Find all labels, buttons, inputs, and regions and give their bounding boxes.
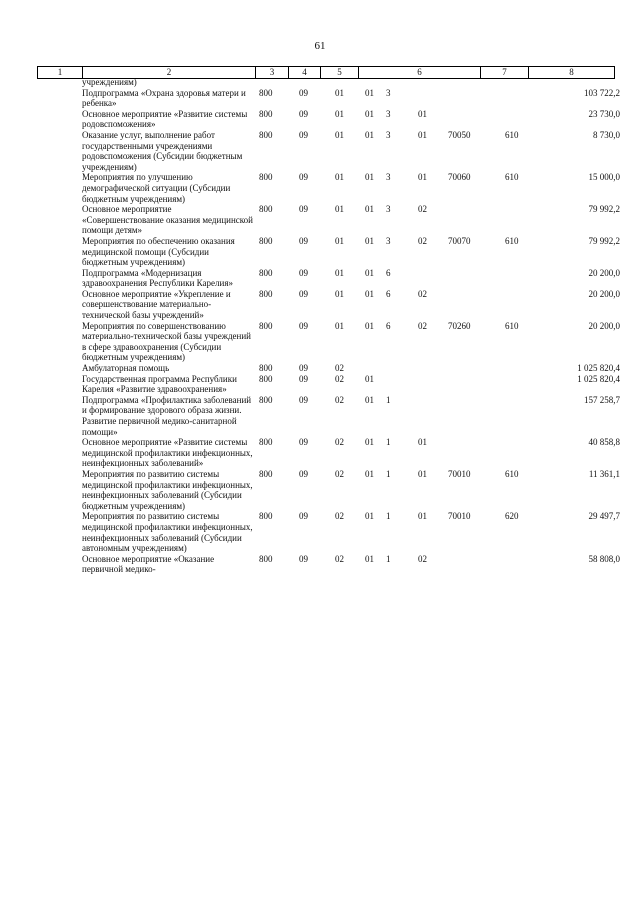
table-row: [0, 469, 640, 511]
cell-col6-part1: 01: [365, 235, 374, 246]
header-col-6: 6: [359, 67, 481, 78]
cell-amount: 79 992,2: [588, 235, 620, 246]
cell-col3: 800: [259, 204, 273, 215]
cell-amount: 40 858,8: [588, 437, 620, 448]
cell-col5: 02: [335, 437, 344, 448]
cell-col6-part2: 1: [386, 437, 391, 448]
cell-col3: 800: [259, 108, 273, 119]
row-name: Подпрограмма «Модернизация здравоохранения Республики Карелия»: [82, 267, 233, 289]
cell-col6-part1: 01: [365, 511, 374, 522]
cell-col6-part3: 02: [418, 235, 427, 246]
cell-col5: 01: [335, 108, 344, 119]
cell-col3: 800: [259, 172, 273, 183]
cell-col6-part1: 01: [365, 87, 374, 98]
row-name: Подпрограмма «Охрана здоровья матери и ребенка»: [82, 87, 246, 109]
cell-col3: 800: [259, 288, 273, 299]
cell-col6-part3: 02: [418, 204, 427, 215]
cell-col7: 610: [505, 235, 519, 246]
cell-col6-part2: 3: [386, 235, 391, 246]
table-row: [0, 130, 640, 172]
cell-col5: 01: [335, 87, 344, 98]
row-name: Государственная программа Республики Карелия «Развитие здравоохранения»: [82, 373, 237, 395]
cell-col6-part1: 01: [365, 267, 374, 278]
cell-col3: 800: [259, 468, 273, 479]
cell-col3: 800: [259, 394, 273, 405]
row-name: Основное мероприятие «Развитие системы медицинской профилактики инфекционных, неинфекционных заболеваний»: [82, 437, 253, 469]
cell-col6-part2: 3: [386, 87, 391, 98]
cell-col6-part4: 70050: [448, 129, 471, 140]
row-name: Подпрограмма «Профилактика заболеваний и формирование здорового образа жизни. Развитие первичной медико-санитарной помощи»: [82, 394, 252, 437]
cell-amount: 103 722,2: [584, 87, 620, 98]
cell-col6-part2: 1: [386, 511, 391, 522]
row-name: Мероприятия по развитию системы медицинской профилактики инфекционных, неинфекционных заболеваний (Субсидии автономным учреждениям): [82, 511, 253, 554]
cell-col7: 610: [505, 129, 519, 140]
table-row: [0, 511, 640, 553]
row-name: Основное мероприятие «Совершенствование оказания медицинской помощи детям»: [82, 204, 253, 236]
header-col-8: 8: [569, 67, 574, 77]
table-row: [0, 289, 640, 321]
cell-col3: 800: [259, 363, 273, 374]
cell-col6-part2: 6: [386, 288, 391, 299]
cell-col6-part1: 01: [365, 373, 374, 384]
cell-amount: 157 258,7: [584, 394, 620, 405]
cell-col6-part2: 3: [386, 108, 391, 119]
cell-col4: 09: [299, 437, 308, 448]
table-row: [0, 88, 640, 109]
cell-col4: 09: [299, 373, 308, 384]
cell-col7: 610: [505, 468, 519, 479]
cell-amount: 23 730,0: [588, 108, 620, 119]
cell-col6-part3: 02: [418, 288, 427, 299]
cell-col6-part1: 01: [365, 108, 374, 119]
cell-col4: 09: [299, 267, 308, 278]
cell-col5: 02: [335, 511, 344, 522]
cell-col6-part3: 01: [418, 511, 427, 522]
table-row: [0, 363, 640, 374]
cell-col6-part2: 1: [386, 468, 391, 479]
cell-col6-part3: 01: [418, 437, 427, 448]
cell-col4: 09: [299, 320, 308, 331]
row-name: Амбулаторная помощь: [82, 363, 170, 374]
table-row: [0, 77, 640, 88]
cell-col6-part1: 01: [365, 288, 374, 299]
cell-amount: 1 025 820,4: [577, 363, 620, 374]
cell-col4: 09: [299, 87, 308, 98]
table-row: [0, 437, 640, 469]
cell-col6-part2: 3: [386, 129, 391, 140]
cell-col4: 09: [299, 363, 308, 374]
header-col-2: 2: [83, 67, 256, 78]
cell-col7: 620: [505, 511, 519, 522]
cell-amount: 58 808,0: [588, 553, 620, 564]
cell-col4: 09: [299, 553, 308, 564]
cell-col5: 01: [335, 235, 344, 246]
cell-col3: 800: [259, 235, 273, 246]
table-row: [0, 374, 640, 395]
cell-col4: 09: [299, 288, 308, 299]
table-row: [0, 236, 640, 268]
cell-col6-part1: 01: [365, 394, 374, 405]
cell-col3: 800: [259, 373, 273, 384]
cell-col6-part4: 70070: [448, 235, 471, 246]
table-row: [0, 554, 640, 575]
cell-col3: 800: [259, 437, 273, 448]
row-name: Основное мероприятие «Укрепление и совершенствование материально-технической базы учреждений»: [82, 288, 231, 321]
cell-col6-part2: 6: [386, 320, 391, 331]
row-name: Мероприятия по совершенствованию материально-технической базы учреждений в сфере здравоохранения (Субсидии бюджетным учреждениям): [82, 320, 251, 363]
cell-col5: 01: [335, 204, 344, 215]
cell-col6-part2: 1: [386, 394, 391, 405]
cell-col6-part1: 01: [365, 320, 374, 331]
cell-col6-part1: 01: [365, 437, 374, 448]
cell-col3: 800: [259, 129, 273, 140]
header-col-3: 3: [256, 67, 289, 78]
cell-col4: 09: [299, 172, 308, 183]
cell-col6-part4: 70260: [448, 320, 471, 331]
table-row: [0, 172, 640, 204]
table-row: [0, 204, 640, 236]
cell-amount: 20 200,0: [588, 320, 620, 331]
cell-col4: 09: [299, 204, 308, 215]
cell-col3: 800: [259, 511, 273, 522]
cell-col4: 09: [299, 235, 308, 246]
cell-col4: 09: [299, 394, 308, 405]
row-name: Оказание услуг, выполнение работ государственными учреждениями родовспоможения (Субсидии бюджетным учреждениям): [82, 129, 243, 172]
cell-amount: 8 730,0: [593, 129, 620, 140]
row-name: Основное мероприятие «Развитие системы родовспоможения»: [82, 108, 248, 130]
table-row: [0, 109, 640, 130]
header-col-1: 1: [38, 67, 83, 78]
cell-col5: 02: [335, 553, 344, 564]
cell-col4: 09: [299, 511, 308, 522]
cell-col6-part4: 70010: [448, 468, 471, 479]
cell-amount: 79 992,2: [588, 204, 620, 215]
cell-col4: 09: [299, 468, 308, 479]
cell-col7: 610: [505, 320, 519, 331]
table-row: [0, 321, 640, 363]
row-name: Мероприятия по обеспечению оказания медицинской помощи (Субсидии бюджетным учреждениям): [82, 235, 235, 268]
cell-col5: 01: [335, 172, 344, 183]
cell-col5: 01: [335, 267, 344, 278]
cell-col3: 800: [259, 267, 273, 278]
row-name: Основное мероприятие «Оказание первичной медико-: [82, 553, 215, 575]
row-name: Мероприятия по развитию системы медицинской профилактики инфекционных, неинфекционных заболеваний (Субсидии бюджетным учреждениям): [82, 468, 253, 511]
cell-col3: 800: [259, 320, 273, 331]
cell-col6-part3: 01: [418, 129, 427, 140]
cell-col7: 610: [505, 172, 519, 183]
cell-amount: 20 200,0: [588, 288, 620, 299]
cell-col6-part2: 3: [386, 172, 391, 183]
cell-col3: 800: [259, 87, 273, 98]
cell-col3: 800: [259, 553, 273, 564]
cell-col6-part1: 01: [365, 172, 374, 183]
cell-col6-part2: 6: [386, 267, 391, 278]
cell-col5: 01: [335, 288, 344, 299]
row-name: Мероприятия по улучшению демографической ситуации (Субсидии бюджетным учреждениям): [82, 172, 231, 204]
row-name: учреждениям): [82, 77, 137, 87]
cell-amount: 20 200,0: [588, 267, 620, 278]
cell-col6-part1: 01: [365, 553, 374, 564]
cell-col4: 09: [299, 108, 308, 119]
cell-col5: 02: [335, 394, 344, 405]
cell-col6-part1: 01: [365, 468, 374, 479]
page-number: 61: [314, 40, 326, 52]
cell-col6-part3: 01: [418, 172, 427, 183]
cell-col6-part4: 70060: [448, 172, 471, 183]
cell-col6-part3: 01: [418, 108, 427, 119]
cell-col6-part1: 01: [365, 204, 374, 215]
cell-amount: 1 025 820,4: [577, 373, 620, 384]
cell-col6-part3: 01: [418, 468, 427, 479]
header-col-4: 4: [289, 67, 321, 78]
cell-col5: 01: [335, 320, 344, 331]
cell-col6-part2: 1: [386, 553, 391, 564]
cell-amount: 29 497,7: [588, 511, 620, 522]
cell-col5: 02: [335, 373, 344, 384]
cell-amount: 15 000,0: [588, 172, 620, 183]
cell-col5: 01: [335, 129, 344, 140]
cell-col5: 02: [335, 363, 344, 374]
cell-col6-part4: 70010: [448, 511, 471, 522]
cell-col6-part3: 02: [418, 320, 427, 331]
table-row: [0, 395, 640, 437]
cell-col4: 09: [299, 129, 308, 140]
cell-col5: 02: [335, 468, 344, 479]
cell-col6-part1: 01: [365, 129, 374, 140]
cell-col6-part3: 02: [418, 553, 427, 564]
table-row: [0, 268, 640, 289]
header-col-5: 5: [321, 67, 359, 78]
cell-col6-part2: 3: [386, 204, 391, 215]
cell-amount: 11 361,1: [588, 468, 620, 479]
table-body: [0, 77, 640, 575]
header-col-7: 7: [481, 67, 529, 78]
